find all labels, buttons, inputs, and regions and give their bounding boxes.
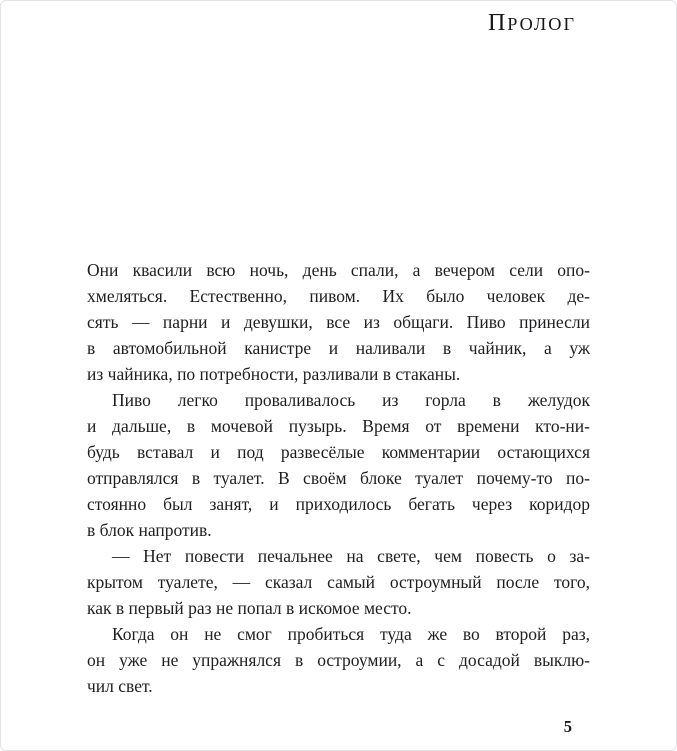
text-line: Когда он не смог пробиться туда же во второй раз, <box>112 624 590 644</box>
text-line: крытом туалете, — сказал самый остроумный после того, <box>87 572 590 592</box>
text-line: Они квасили всю ночь, день спали, а вечером сели опо- <box>87 260 590 280</box>
text-line: в автомобильной канистре и наливали в чайник, а уж <box>87 338 590 358</box>
text-line: будь вставал и под развесёлые комментарии остающихся <box>87 442 590 462</box>
text-line: в блок напротив. <box>87 520 212 540</box>
text-line: как в первый раз не попал в искомое место. <box>87 598 412 618</box>
text-line: отправлялся в туалет. В своём блоке туалет почему-то по- <box>87 468 590 488</box>
chapter-title: ПРОЛОГ <box>487 10 576 36</box>
paragraph <box>87 387 590 543</box>
paragraph <box>87 543 590 621</box>
text-line: Пиво легко проваливалось из горла в желудок <box>112 390 590 410</box>
text-line: сять — парни и девушки, все из общаги. Пиво принесли <box>87 312 590 332</box>
text-block <box>87 257 590 699</box>
text-line: стоянно был занят, и приходилось бегать через коридор <box>87 494 590 514</box>
text-line: чил свет. <box>87 676 153 696</box>
text-line: хмеляться. Естественно, пивом. Их было человек де- <box>87 286 590 306</box>
paragraph <box>87 621 590 699</box>
text-line: из чайника, по потребности, разливали в стаканы. <box>87 364 461 384</box>
paragraph <box>87 257 590 387</box>
text-line: он уже не упражнялся в остроумии, а с досадой выклю- <box>87 650 590 670</box>
page-number: 5 <box>563 716 572 736</box>
text-line: — Нет повести печальнее на свете, чем повесть о за- <box>112 546 590 566</box>
text-line: и дальше, в мочевой пузырь. Время от времени кто-ни- <box>87 416 590 436</box>
